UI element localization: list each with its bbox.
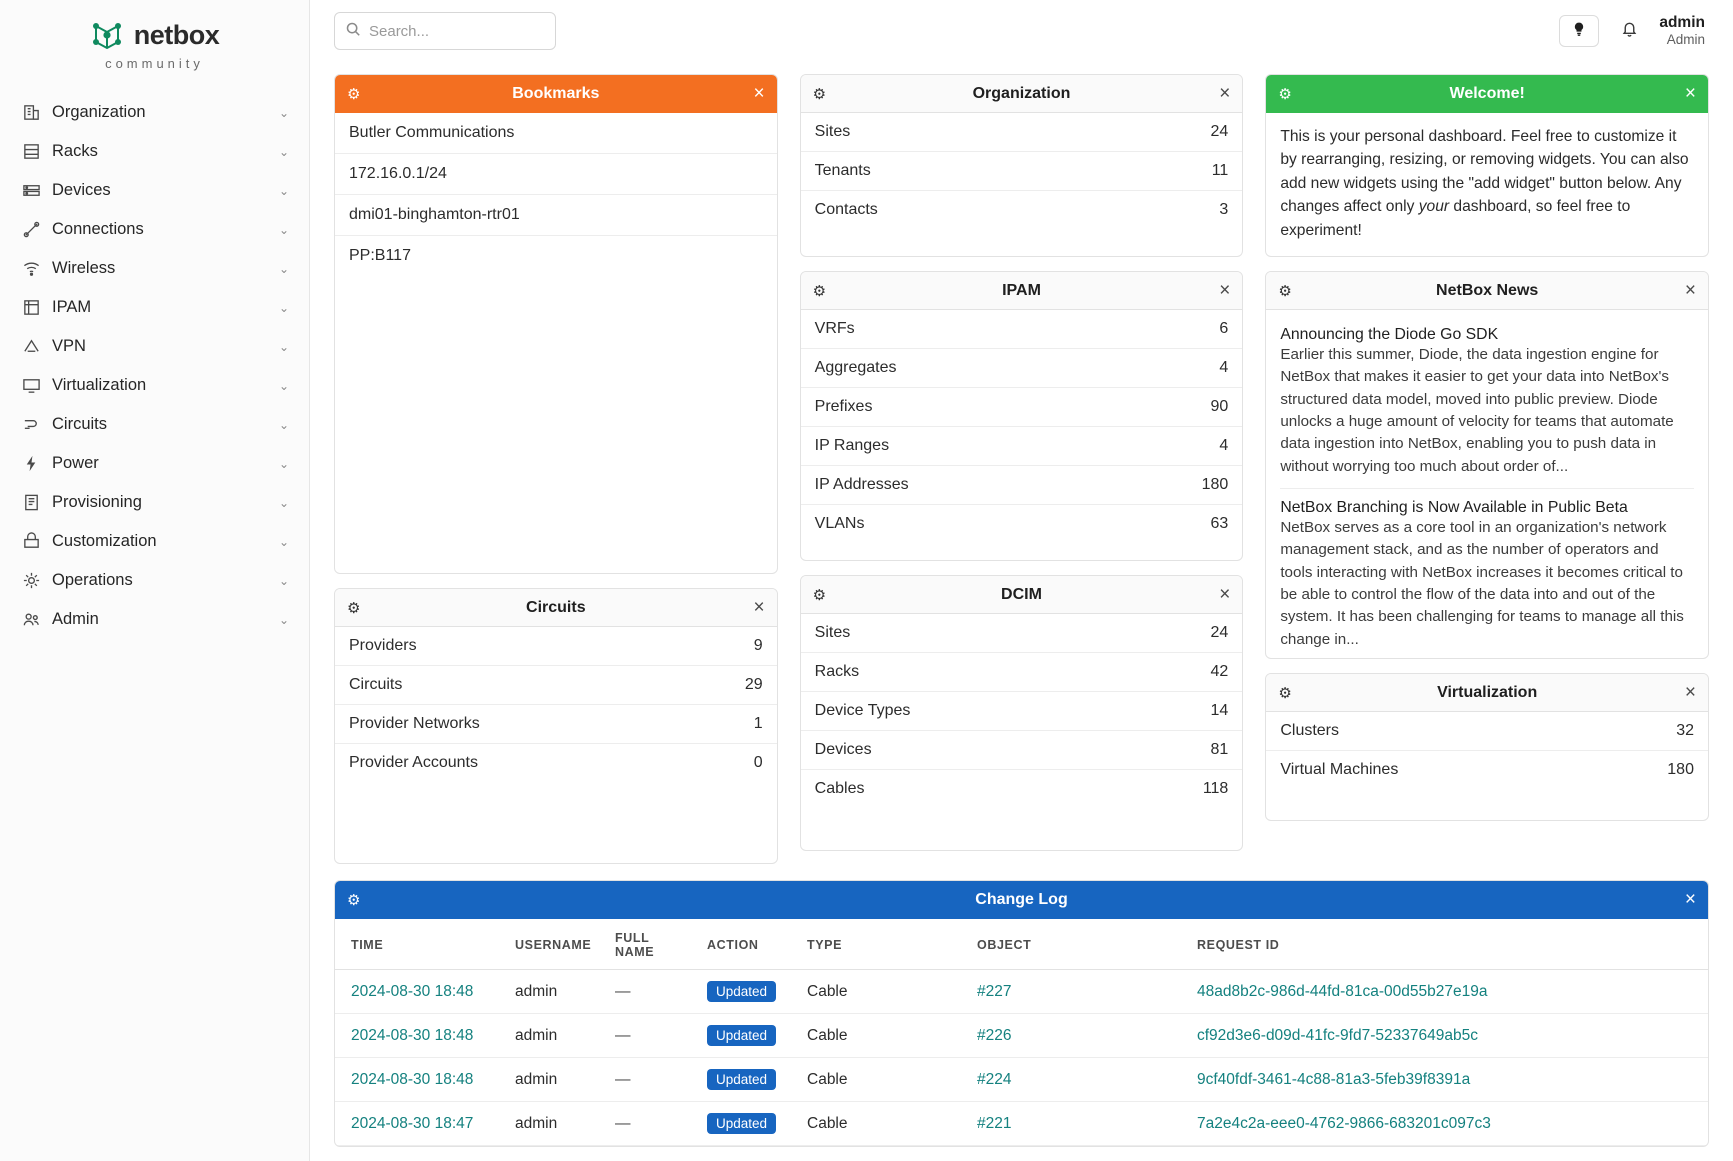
rack-icon bbox=[22, 142, 48, 161]
stat-value: 1 bbox=[753, 715, 763, 732]
search-box[interactable] bbox=[334, 12, 556, 50]
status-badge: Updated bbox=[707, 1113, 776, 1134]
table-body bbox=[335, 970, 1708, 1146]
stat-label: Aggregates bbox=[814, 359, 897, 376]
sidebar-item-connections[interactable] bbox=[0, 210, 309, 249]
sidebar-label: Provisioning bbox=[52, 493, 142, 511]
customization-icon bbox=[22, 532, 48, 551]
gear-icon[interactable]: ⚙ bbox=[812, 586, 827, 604]
widget-title: NetBox News bbox=[1436, 281, 1539, 299]
sidebar-label: Organization bbox=[52, 103, 146, 121]
widget-header bbox=[335, 589, 777, 627]
sidebar-item-virtualization[interactable] bbox=[0, 366, 309, 405]
column-header-action[interactable]: ACTION bbox=[697, 919, 797, 970]
chevron-down-icon: ⌄ bbox=[278, 261, 289, 276]
sidebar-item-ipam[interactable] bbox=[0, 288, 309, 327]
stat-value: 3 bbox=[1219, 201, 1229, 218]
gear-icon[interactable]: ⚙ bbox=[812, 282, 827, 300]
stat-row[interactable] bbox=[335, 627, 777, 666]
widget-title: DCIM bbox=[1001, 585, 1042, 603]
stat-value: 180 bbox=[1201, 476, 1229, 493]
cell-request-id[interactable]: 9cf40fdf-3461-4c88-81a3-5feb39f8391a bbox=[1187, 1058, 1708, 1102]
cell-username: admin bbox=[505, 1102, 605, 1146]
widget-circuits bbox=[334, 588, 778, 864]
cell-type: Cable bbox=[797, 1058, 967, 1102]
cell-request-id[interactable]: 7a2e4c2a-eee0-4762-9866-683201c097c3 bbox=[1187, 1102, 1708, 1146]
close-icon[interactable]: × bbox=[1219, 83, 1231, 104]
notifications-button[interactable] bbox=[1613, 15, 1645, 47]
stat-label: Clusters bbox=[1280, 722, 1340, 739]
stat-value: 29 bbox=[744, 676, 763, 693]
gear-icon[interactable]: ⚙ bbox=[1278, 282, 1292, 300]
widget-header bbox=[801, 75, 1243, 113]
chevron-down-icon: ⌄ bbox=[278, 612, 289, 627]
chevron-down-icon: ⌄ bbox=[278, 378, 289, 393]
changelog-table bbox=[335, 919, 1708, 1146]
cell-object[interactable]: #226 bbox=[967, 1014, 1187, 1058]
cell-type: Cable bbox=[797, 970, 967, 1014]
stat-label: Devices bbox=[814, 741, 872, 758]
sidebar-label: Operations bbox=[52, 571, 133, 589]
power-icon bbox=[22, 454, 48, 473]
sidebar-label: Devices bbox=[52, 181, 111, 199]
stat-row[interactable] bbox=[801, 731, 1243, 770]
dashboard-column-3 bbox=[1265, 74, 1709, 821]
sidebar-label: Admin bbox=[52, 610, 99, 628]
news-body: Earlier this summer, Diode, the data ingestion engine for NetBox that makes it easier to get your data into NetBox's structured data model, moved into public preview. Diode unlocks a huge amount of velocity for teams that automate data ingestion into NetBox, enabling you to push data in without worrying too much about order of... bbox=[1280, 346, 1674, 475]
widget-bookmarks bbox=[334, 74, 778, 574]
stat-row[interactable] bbox=[801, 770, 1243, 808]
stat-label: VRFs bbox=[814, 320, 855, 337]
close-icon[interactable]: × bbox=[1684, 83, 1696, 104]
welcome-text bbox=[1266, 113, 1708, 257]
cell-time[interactable]: 2024-08-30 18:48 bbox=[335, 1058, 505, 1102]
news-headline: NetBox Branching is Now Available in Public Beta bbox=[1280, 499, 1628, 517]
welcome-text-part1: This is your personal dashboard. Feel free to customize it by rearranging, resizing, or removing widgets. You can also add new widgets using the "add widget" button below. Any changes affect only bbox=[1280, 128, 1689, 216]
stat-value: 4 bbox=[1219, 437, 1229, 454]
sidebar-item-admin[interactable] bbox=[0, 600, 309, 639]
stat-label: Sites bbox=[814, 123, 851, 140]
table-row[interactable] bbox=[335, 1102, 1708, 1146]
stat-label: Sites bbox=[814, 624, 851, 641]
widget-header bbox=[335, 75, 777, 113]
cell-type: Cable bbox=[797, 1014, 967, 1058]
column-header-username[interactable]: USERNAME bbox=[505, 919, 605, 970]
sidebar bbox=[0, 0, 310, 1161]
theme-toggle-button[interactable] bbox=[1559, 15, 1599, 47]
widget-header bbox=[1266, 75, 1708, 113]
stat-value: 81 bbox=[1210, 741, 1229, 758]
gear-icon[interactable]: ⚙ bbox=[812, 85, 827, 103]
list-item[interactable]: dmi01-binghamton-rtr01 bbox=[335, 195, 777, 236]
sidebar-item-circuits[interactable] bbox=[0, 405, 309, 444]
chevron-down-icon: ⌄ bbox=[278, 339, 289, 354]
stat-label: Cables bbox=[814, 780, 865, 797]
dashboard-column-1 bbox=[334, 74, 778, 864]
close-icon[interactable]: × bbox=[753, 597, 765, 618]
stat-row[interactable] bbox=[335, 744, 777, 782]
cell-object[interactable]: #227 bbox=[967, 970, 1187, 1014]
cell-type: Cable bbox=[797, 1102, 967, 1146]
sidebar-item-operations[interactable] bbox=[0, 561, 309, 600]
stat-label: Prefixes bbox=[814, 398, 873, 415]
cell-fullname: — bbox=[605, 1058, 697, 1102]
sidebar-item-vpn[interactable] bbox=[0, 327, 309, 366]
cell-time[interactable]: 2024-08-30 18:48 bbox=[335, 1014, 505, 1058]
table-row[interactable] bbox=[335, 1014, 1708, 1058]
ipam-icon bbox=[22, 298, 48, 317]
cell-time[interactable]: 2024-08-30 18:47 bbox=[335, 1102, 505, 1146]
chevron-down-icon: ⌄ bbox=[278, 495, 289, 510]
sidebar-label: Racks bbox=[52, 142, 98, 160]
widget-header bbox=[801, 272, 1243, 310]
sidebar-label: Circuits bbox=[52, 415, 108, 433]
welcome-text-emphasis: your bbox=[1418, 198, 1450, 216]
stat-label: Racks bbox=[814, 663, 860, 680]
organization-stats bbox=[801, 113, 1243, 229]
brand-edition: community bbox=[105, 56, 204, 71]
sidebar-label: Virtualization bbox=[52, 376, 147, 394]
cell-fullname: — bbox=[605, 970, 697, 1014]
list-item[interactable] bbox=[1280, 316, 1694, 489]
chevron-down-icon: ⌄ bbox=[278, 183, 289, 198]
sidebar-item-racks[interactable] bbox=[0, 132, 309, 171]
gear-icon[interactable]: ⚙ bbox=[347, 599, 361, 617]
cell-object[interactable]: #221 bbox=[967, 1102, 1187, 1146]
cell-action bbox=[697, 1014, 797, 1058]
chevron-down-icon: ⌄ bbox=[278, 534, 289, 549]
close-icon[interactable]: × bbox=[1684, 280, 1696, 301]
chevron-down-icon: ⌄ bbox=[278, 300, 289, 315]
stat-label: Tenants bbox=[814, 162, 871, 179]
stat-row[interactable] bbox=[335, 666, 777, 705]
dcim-stats bbox=[801, 614, 1243, 808]
status-badge: Updated bbox=[707, 1069, 776, 1090]
stat-row[interactable] bbox=[335, 705, 777, 744]
stat-label: IP Ranges bbox=[814, 437, 890, 454]
wireless-icon bbox=[22, 259, 48, 278]
dashboard-grid bbox=[310, 62, 1733, 864]
list-item[interactable] bbox=[1280, 489, 1694, 659]
widget-netbox-news bbox=[1265, 271, 1709, 659]
stat-label: IP Addresses bbox=[814, 476, 909, 493]
admin-icon bbox=[22, 610, 48, 629]
stat-value: 0 bbox=[753, 754, 763, 771]
stat-row[interactable] bbox=[801, 466, 1243, 505]
sidebar-label: Wireless bbox=[52, 259, 116, 277]
widget-header bbox=[1266, 674, 1708, 712]
stat-row[interactable] bbox=[801, 113, 1243, 152]
stat-value: 118 bbox=[1202, 780, 1229, 797]
cell-request-id[interactable]: cf92d3e6-d09d-41fc-9fd7-52337649ab5c bbox=[1187, 1014, 1708, 1058]
gear-icon[interactable]: ⚙ bbox=[1278, 85, 1292, 103]
stat-row[interactable] bbox=[801, 152, 1243, 191]
sidebar-item-organization[interactable] bbox=[0, 93, 309, 132]
stat-row[interactable] bbox=[801, 692, 1243, 731]
main-content bbox=[310, 0, 1733, 1161]
cell-request-id[interactable]: 48ad8b2c-986d-44fd-81ca-00d55b27e19a bbox=[1187, 970, 1708, 1014]
brand[interactable] bbox=[0, 10, 309, 89]
column-header-fullname[interactable]: FULL NAME bbox=[605, 919, 697, 970]
stat-label: Virtual Machines bbox=[1280, 761, 1399, 778]
stat-row[interactable] bbox=[801, 349, 1243, 388]
user-role: Admin bbox=[1666, 32, 1705, 48]
user-menu[interactable] bbox=[1659, 13, 1709, 49]
stat-row[interactable] bbox=[801, 614, 1243, 653]
news-body: NetBox serves as a core tool in an organization's network management stack, and as the number of operators and tools interacting with NetBox increases it becomes critical to be able to control the flow of the data into and out of the system. It has been challenging for teams to manage all this change in... bbox=[1280, 519, 1684, 648]
stat-value: 24 bbox=[1210, 123, 1229, 140]
sidebar-nav bbox=[0, 89, 309, 643]
stat-row[interactable] bbox=[801, 388, 1243, 427]
netbox-logo-icon bbox=[90, 18, 124, 52]
stat-value: 90 bbox=[1210, 398, 1229, 415]
gear-icon[interactable]: ⚙ bbox=[347, 85, 361, 103]
stat-label: VLANs bbox=[814, 515, 865, 532]
search-input[interactable] bbox=[361, 22, 545, 41]
widget-title: Change Log bbox=[975, 890, 1068, 908]
widget-change-log bbox=[334, 880, 1709, 1147]
stat-row[interactable] bbox=[801, 427, 1243, 466]
ipam-stats bbox=[801, 310, 1243, 543]
gear-icon[interactable]: ⚙ bbox=[1278, 684, 1292, 702]
widget-title: Bookmarks bbox=[512, 84, 600, 102]
sidebar-item-wireless[interactable] bbox=[0, 249, 309, 288]
close-icon[interactable]: × bbox=[1684, 889, 1696, 910]
stat-row[interactable] bbox=[801, 653, 1243, 692]
widget-header bbox=[335, 881, 1708, 919]
welcome-text-part2: dashboard, so feel free to experiment! bbox=[1280, 198, 1631, 239]
widget-organization bbox=[800, 74, 1244, 257]
sidebar-item-customization[interactable] bbox=[0, 522, 309, 561]
close-icon[interactable]: × bbox=[1219, 280, 1231, 301]
sidebar-label: IPAM bbox=[52, 298, 92, 316]
list-item[interactable]: PP:B117 bbox=[349, 247, 411, 264]
widget-title: IPAM bbox=[1002, 281, 1041, 299]
widget-welcome bbox=[1265, 74, 1709, 257]
cell-action bbox=[697, 1058, 797, 1102]
column-header-time[interactable]: TIME bbox=[335, 919, 505, 970]
stat-value: 9 bbox=[753, 637, 763, 654]
stat-value: 11 bbox=[1211, 162, 1229, 179]
stat-label: Contacts bbox=[814, 201, 878, 218]
cell-time[interactable]: 2024-08-30 18:48 bbox=[335, 970, 505, 1014]
chevron-down-icon: ⌄ bbox=[278, 144, 289, 159]
chevron-down-icon: ⌄ bbox=[278, 222, 289, 237]
gear-icon[interactable]: ⚙ bbox=[347, 891, 361, 909]
sidebar-label: Connections bbox=[52, 220, 144, 238]
cell-action bbox=[697, 970, 797, 1014]
widget-header bbox=[801, 576, 1243, 614]
status-badge: Updated bbox=[707, 981, 776, 1002]
sidebar-label: Power bbox=[52, 454, 99, 472]
list-item[interactable]: 172.16.0.1/24 bbox=[335, 154, 777, 195]
cell-username: admin bbox=[505, 1014, 605, 1058]
connections-icon bbox=[22, 220, 48, 239]
circuits-icon bbox=[22, 415, 48, 434]
device-icon bbox=[22, 181, 48, 200]
column-header-type[interactable]: TYPE bbox=[797, 919, 967, 970]
stat-label: Provider Networks bbox=[349, 715, 480, 732]
stat-row[interactable] bbox=[1266, 712, 1708, 751]
column-header-request-id[interactable]: REQUEST ID bbox=[1187, 919, 1708, 970]
stat-value: 4 bbox=[1219, 359, 1229, 376]
stat-value: 63 bbox=[1210, 515, 1229, 532]
circuits-stats bbox=[335, 627, 777, 782]
sidebar-item-provisioning[interactable] bbox=[0, 483, 309, 522]
stat-value: 42 bbox=[1210, 663, 1229, 680]
cell-fullname: — bbox=[605, 1102, 697, 1146]
widget-ipam bbox=[800, 271, 1244, 561]
table-row[interactable] bbox=[335, 1058, 1708, 1102]
stat-row[interactable] bbox=[1266, 751, 1708, 789]
table-header bbox=[335, 919, 1708, 970]
stat-value: 180 bbox=[1667, 761, 1694, 778]
stat-row[interactable] bbox=[801, 191, 1243, 229]
chevron-down-icon: ⌄ bbox=[278, 573, 289, 588]
virtualization-stats bbox=[1266, 712, 1708, 789]
user-name: admin bbox=[1659, 13, 1705, 31]
chevron-down-icon: ⌄ bbox=[278, 417, 289, 432]
provisioning-icon bbox=[22, 493, 48, 512]
dashboard-column-2 bbox=[800, 74, 1244, 851]
stat-value: 32 bbox=[1676, 722, 1694, 739]
topbar bbox=[310, 0, 1733, 62]
brand-name: netbox bbox=[133, 19, 220, 50]
operations-icon bbox=[22, 571, 48, 590]
topbar-actions bbox=[1559, 13, 1709, 49]
cell-fullname: — bbox=[605, 1014, 697, 1058]
close-icon[interactable]: × bbox=[1684, 682, 1696, 703]
organization-icon bbox=[22, 103, 48, 122]
sidebar-item-devices[interactable] bbox=[0, 171, 309, 210]
sidebar-item-power[interactable] bbox=[0, 444, 309, 483]
news-headline: Announcing the Diode Go SDK bbox=[1280, 326, 1499, 343]
lightbulb-icon bbox=[1571, 21, 1587, 42]
stat-row[interactable] bbox=[801, 310, 1243, 349]
sidebar-label: Customization bbox=[52, 532, 157, 550]
stat-value: 14 bbox=[1210, 702, 1229, 719]
bookmarks-list bbox=[335, 113, 777, 276]
stat-row[interactable] bbox=[801, 505, 1243, 543]
cell-object[interactable]: #224 bbox=[967, 1058, 1187, 1102]
widget-dcim bbox=[800, 575, 1244, 851]
stat-label: Circuits bbox=[349, 676, 403, 693]
close-icon[interactable]: × bbox=[1219, 584, 1231, 605]
chevron-down-icon: ⌄ bbox=[278, 105, 289, 120]
widget-title: Organization bbox=[972, 84, 1071, 102]
cell-action bbox=[697, 1102, 797, 1146]
stat-label: Provider Accounts bbox=[349, 754, 478, 771]
cell-username: admin bbox=[505, 970, 605, 1014]
status-badge: Updated bbox=[707, 1025, 776, 1046]
widget-header bbox=[1266, 272, 1708, 310]
cell-username: admin bbox=[505, 1058, 605, 1102]
widget-title: Circuits bbox=[526, 598, 586, 616]
column-header-object[interactable]: OBJECT bbox=[967, 919, 1187, 970]
widget-title: Virtualization bbox=[1437, 683, 1538, 701]
list-item[interactable]: Butler Communications bbox=[335, 113, 777, 154]
chevron-down-icon: ⌄ bbox=[278, 456, 289, 471]
stat-value: 6 bbox=[1219, 320, 1229, 337]
widget-virtualization bbox=[1265, 673, 1709, 821]
search-icon bbox=[345, 21, 361, 42]
sidebar-label: VPN bbox=[52, 337, 86, 355]
vpn-icon bbox=[22, 337, 48, 356]
close-icon[interactable]: × bbox=[753, 83, 765, 104]
virtualization-icon bbox=[22, 376, 48, 395]
stat-label: Providers bbox=[349, 637, 417, 654]
stat-label: Device Types bbox=[814, 702, 911, 719]
table-row[interactable] bbox=[335, 970, 1708, 1014]
news-list bbox=[1266, 310, 1708, 659]
widget-title: Welcome! bbox=[1449, 84, 1525, 102]
stat-value: 24 bbox=[1210, 624, 1229, 641]
bell-icon bbox=[1621, 20, 1638, 42]
